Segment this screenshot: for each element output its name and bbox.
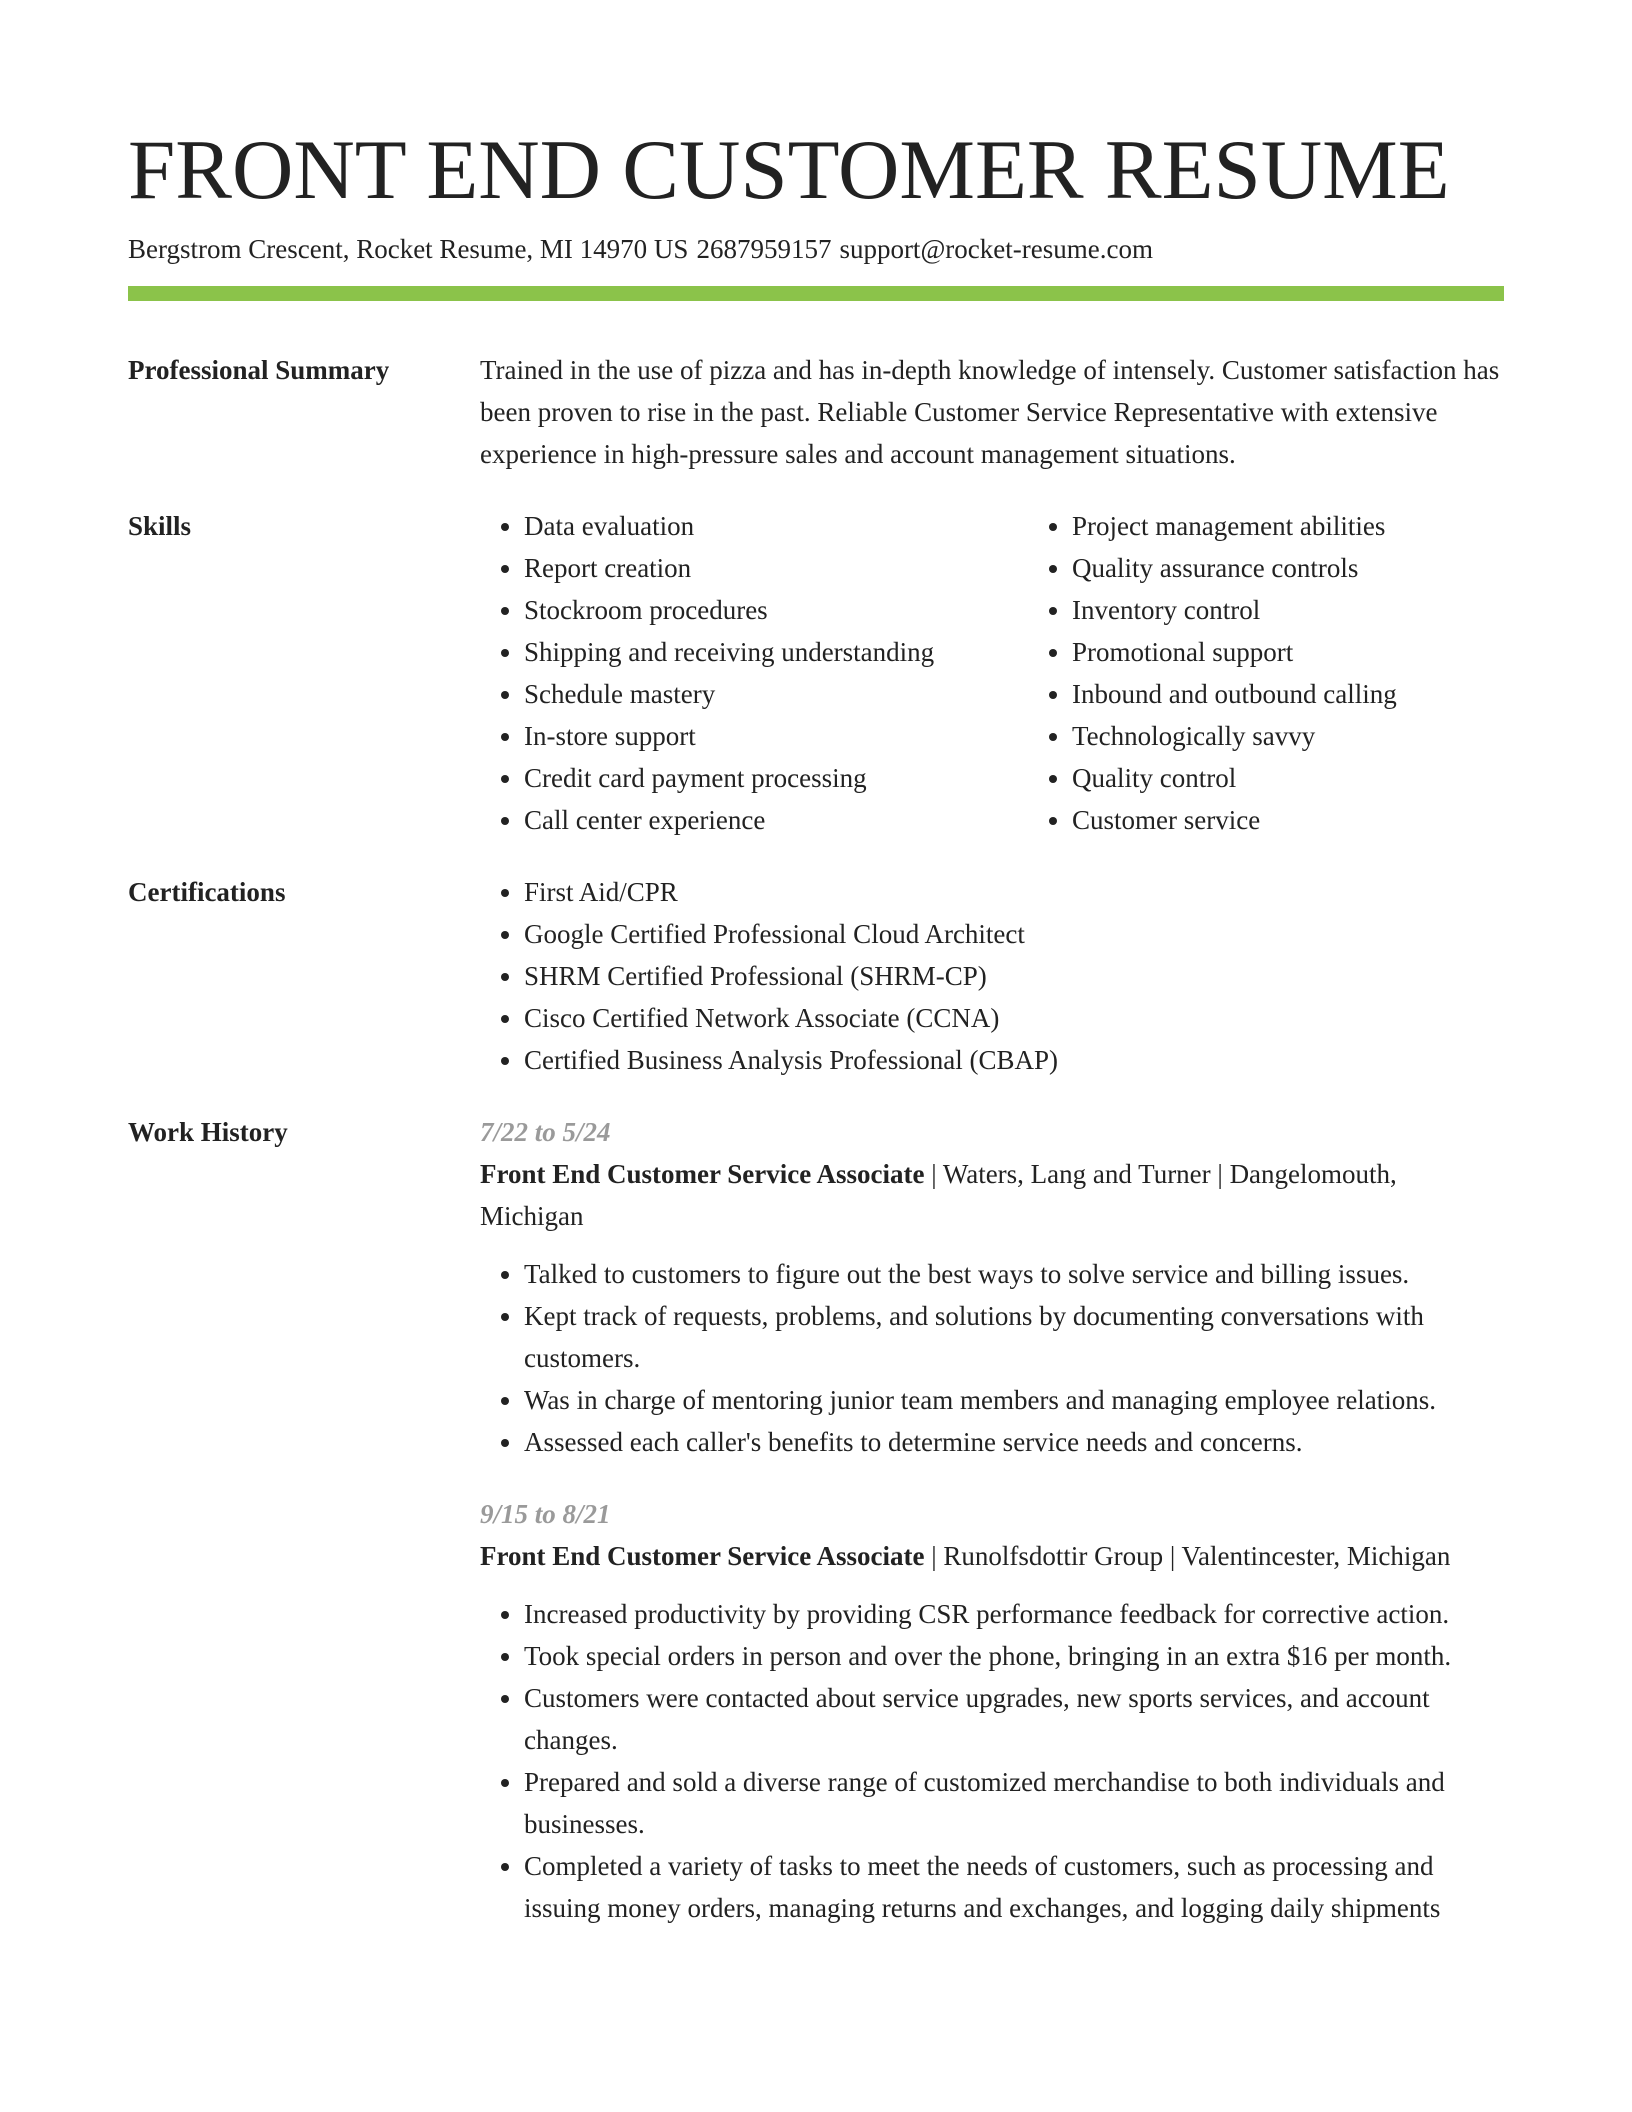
job-title: Front End Customer Service Associate [480,1541,925,1571]
certification-item: • First Aid/CPR [524,871,1504,913]
job-bullet: • Kept track of requests, problems, and solutions by documenting conversations with customers. [524,1295,1504,1379]
job-bullet: • Talked to customers to figure out the best ways to solve service and billing issues. [524,1253,1504,1295]
certification-item: • Cisco Certified Network Associate (CCNA) [524,997,1504,1039]
job-bullet: • Customers were contacted about service upgrades, new sports services, and account changes. [524,1677,1504,1761]
job-details: | Waters, Lang and Turner | Dangelomouth, Michigan [480,1159,1397,1231]
address: Bergstrom Crescent, Rocket Resume, MI 14970 US [128,234,689,264]
skill-item: • Customer service [1072,799,1532,841]
job-bullet: • Completed a variety of tasks to meet the needs of customers, such as processing and issuing money orders, managing returns and exchanges, and logging daily shipments [524,1845,1504,1929]
job-entry [480,1111,1504,1463]
job-bullet: • Assessed each caller's benefits to determine service needs and concerns. [524,1421,1504,1463]
job-entry [480,1493,1504,1929]
skill-item: • Project management abilities [1072,505,1532,547]
email: support@rocket-resume.com [839,234,1153,264]
certification-item: • SHRM Certified Professional (SHRM-CP) [524,955,1504,997]
job-bullet: • Prepared and sold a diverse range of customized merchandise to both individuals and businesses. [524,1761,1504,1845]
skill-item: • Quality assurance controls [1072,547,1532,589]
skill-item: • Stockroom procedures [524,589,1028,631]
job-details: | Runolfsdottir Group | Valentincester, Michigan [924,1541,1451,1571]
certification-item: • Certified Business Analysis Professional (CBAP) [524,1039,1504,1081]
job-dates: 7/22 to 5/24 [480,1117,611,1147]
job-bullets [480,1593,1504,1929]
resume-title: FRONT END CUSTOMER RESUME [128,123,1450,217]
skill-item: • Credit card payment processing [524,757,1028,799]
job-bullet: • Was in charge of mentoring junior team members and managing employee relations. [524,1379,1504,1421]
job-bullets [480,1253,1504,1463]
accent-divider [128,286,1504,301]
skill-item: • Report creation [524,547,1028,589]
summary-text: Trained in the use of pizza and has in-depth knowledge of intensely. Customer satisfaction has been proven to rise in the past. Reliable Customer Service Representative with extensive experience in high-pressure sales and account management situations. [480,355,1500,469]
skill-item: • Quality control [1072,757,1532,799]
skill-item: • Inventory control [1072,589,1532,631]
skills-list-left [480,505,1028,841]
phone: 2687959157 [696,234,832,264]
skill-item: • Call center experience [524,799,1028,841]
skill-item: • Data evaluation [524,505,1028,547]
job-bullet: • Took special orders in person and over the phone, bringing in an extra $16 per month. [524,1635,1504,1677]
resume-sections [128,349,1504,1989]
certification-item: • Google Certified Professional Cloud Architect [524,913,1504,955]
section-title-skills: Skills [128,511,192,541]
skill-item: • In-store support [524,715,1028,757]
skill-item: • Shipping and receiving understanding [524,631,1028,673]
section-title-summary: Professional Summary [128,355,390,385]
certifications-list [480,871,1504,1081]
skills-section [128,505,1504,841]
job-dates: 9/15 to 8/21 [480,1499,611,1529]
work-history-section [128,1111,1504,1959]
skills-list-right [1028,505,1532,841]
section-title-work-history: Work History [128,1117,288,1147]
job-bullet: • Increased productivity by providing CSR performance feedback for corrective action. [524,1593,1504,1635]
skill-item: • Technologically savvy [1072,715,1532,757]
skill-item: • Schedule mastery [524,673,1028,715]
contact-line [128,232,1153,266]
summary-section [128,349,1504,475]
skill-item: • Inbound and outbound calling [1072,673,1532,715]
job-header [480,1153,1504,1237]
skill-item: • Promotional support [1072,631,1532,673]
job-header [480,1535,1504,1577]
job-title: Front End Customer Service Associate [480,1159,925,1189]
section-title-certifications: Certifications [128,877,286,907]
certifications-section [128,871,1504,1081]
